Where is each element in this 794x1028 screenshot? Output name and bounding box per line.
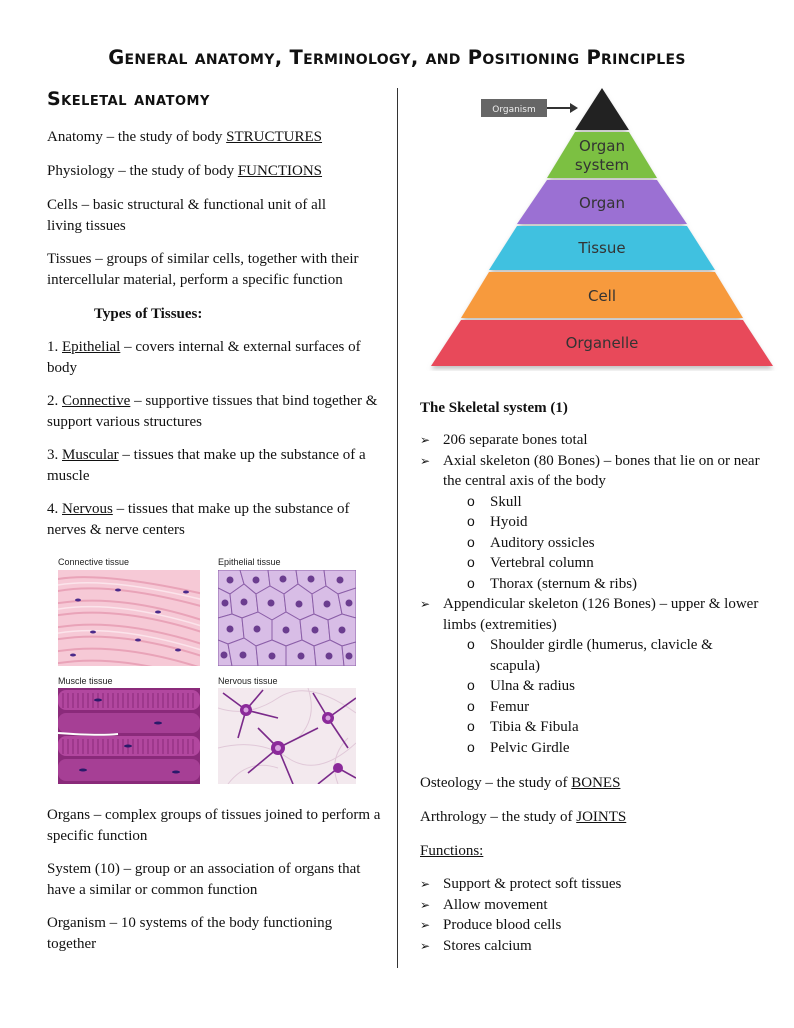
axial-sub-item: o Vertebral column xyxy=(420,553,760,574)
function-item: ➢ Allow movement xyxy=(420,895,760,916)
appendicular-sub-item: o Shoulder girdle (humerus, clavicle & scapula) xyxy=(420,635,760,676)
page-title: General anatomy, Terminology, and Positioning Principles xyxy=(108,46,686,69)
pyramid-label-organ-system-2: system xyxy=(574,156,630,174)
pyramid-label-organelle: Organelle xyxy=(565,334,639,352)
organism-pointer-arrowhead xyxy=(570,103,578,113)
functions-heading: Functions: xyxy=(420,843,484,859)
physiology-definition: Physiology – the study of body FUNCTIONS xyxy=(47,163,323,179)
column-divider xyxy=(397,88,398,968)
muscle-tissue-label: Muscle tissue xyxy=(58,676,113,686)
axial-sub-item: o Auditory ossicles xyxy=(420,533,760,554)
function-item: ➢ Stores calcium xyxy=(420,936,760,957)
tissue-type-connective: 2. Connective – supportive tissues that bind together & support various structures xyxy=(47,393,378,430)
appendicular-sub-item: o Pelvic Girdle xyxy=(420,738,760,759)
nervous-tissue-label: Nervous tissue xyxy=(218,676,278,686)
cells-definition: Cells – basic structural & functional unit of all living tissues xyxy=(47,197,327,234)
skeletal-list xyxy=(420,430,760,758)
appendicular-sub-item: o Ulna & radius xyxy=(420,676,760,697)
appendicular-skeleton-item: ➢ Appendicular skeleton (126 Bones) – upper & lower limbs (extremities) xyxy=(420,594,760,635)
functions-list xyxy=(420,874,760,956)
pyramid-label-organ-system-1: Organ xyxy=(579,137,625,155)
types-heading: Types of Tissues: xyxy=(94,306,203,322)
appendicular-sub-item: o Femur xyxy=(420,697,760,718)
bones-total-item: ➢ 206 separate bones total xyxy=(420,430,760,451)
tissue-type-nervous: 4. Nervous – tissues that make up the substance of nerves & nerve centers xyxy=(47,501,350,538)
connective-tissue-image xyxy=(58,570,200,666)
axial-sub-item: o Skull xyxy=(420,492,760,513)
tissues-definition: Tissues – groups of similar cells, together with their intercellular material, perform a specific function xyxy=(47,251,359,288)
muscle-tissue-image xyxy=(58,688,200,784)
osteology-definition: Osteology – the study of BONES xyxy=(420,775,621,791)
function-item: ➢ Support & protect soft tissues xyxy=(420,874,760,895)
tissue-type-muscular: 3. Muscular – tissues that make up the substance of a muscle xyxy=(47,447,366,484)
tissue-type-epithelial: 1. Epithelial – covers internal & external surfaces of body xyxy=(47,339,361,376)
pyramid-apex xyxy=(575,88,629,130)
arthrology-definition: Arthrology – the study of JOINTS xyxy=(420,809,627,825)
section-title: Skeletal anatomy xyxy=(47,88,210,110)
organism-pointer-label: Organism xyxy=(492,105,536,115)
pyramid-label-cell: Cell xyxy=(587,287,617,305)
epithelial-tissue-label: Epithelial tissue xyxy=(218,557,281,567)
organism-definition: Organism – 10 systems of the body functioning together xyxy=(47,915,333,952)
epithelial-tissue-image xyxy=(218,570,356,666)
skeletal-system-heading: The Skeletal system (1) xyxy=(420,400,568,416)
pyramid-label-organ: Organ xyxy=(579,194,625,212)
connective-tissue-label: Connective tissue xyxy=(58,557,130,567)
function-item: ➢ Produce blood cells xyxy=(420,915,760,936)
organs-definition: Organs – complex groups of tissues joined to perform a specific function xyxy=(47,807,381,844)
pyramid-label-tissue: Tissue xyxy=(578,239,626,257)
axial-skeleton-item: ➢ Axial skeleton (80 Bones) – bones that lie on or near the central axis of the body xyxy=(420,451,760,492)
axial-sub-item: o Hyoid xyxy=(420,512,760,533)
anatomy-definition: Anatomy – the study of body STRUCTURES xyxy=(47,129,323,145)
appendicular-sub-item: o Tibia & Fibula xyxy=(420,717,760,738)
organization-pyramid xyxy=(425,86,780,371)
system-definition: System (10) – group or an association of organs that have a similar or common function xyxy=(47,861,361,898)
nervous-tissue-image xyxy=(218,688,356,784)
axial-sub-item: o Thorax (sternum & ribs) xyxy=(420,574,760,595)
